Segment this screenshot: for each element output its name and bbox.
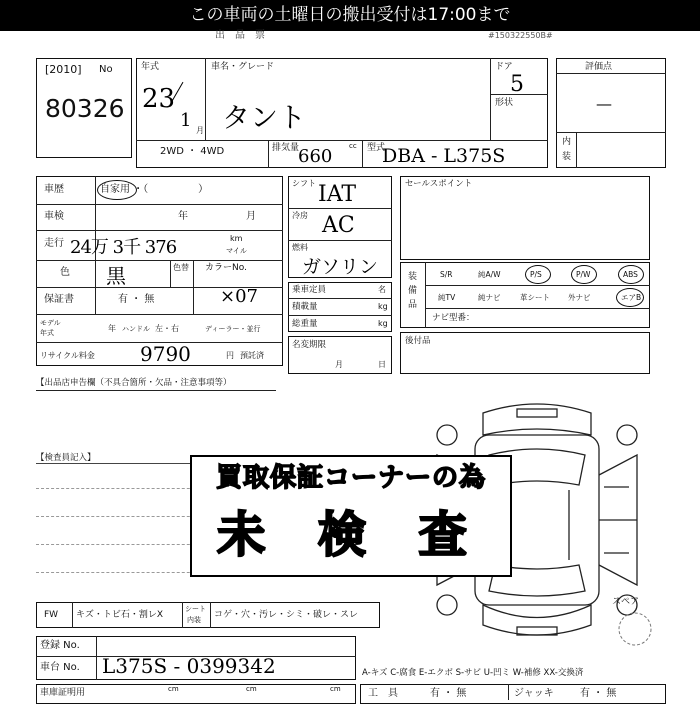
equip-ps-circle bbox=[525, 265, 551, 284]
grade-label: 評価点 bbox=[585, 62, 613, 72]
capacity-label-0: 乗車定員 bbox=[292, 285, 327, 295]
car-name-label: 車名・グレード bbox=[211, 62, 275, 72]
registration-label: 登録 No. bbox=[40, 640, 80, 651]
capacity-label-1: 積載量 bbox=[292, 302, 318, 312]
banner-text: この車両の土曜日の搬出受付は17:00まで bbox=[189, 5, 511, 25]
change-deadline-month: 月 bbox=[335, 360, 343, 369]
lot-year: [2010] bbox=[45, 63, 82, 76]
form-title: 出 品 票 bbox=[215, 30, 265, 41]
capacity-label-2: 総重量 bbox=[292, 319, 318, 329]
capacity-unit-2: kg bbox=[378, 319, 388, 328]
inspector-label: 【検査員記入】 bbox=[36, 453, 96, 463]
interior-label-1: 内 bbox=[562, 137, 572, 147]
top-banner bbox=[0, 0, 700, 31]
equip-airbag-circle bbox=[616, 288, 644, 307]
equipment-label: 装備品 bbox=[408, 272, 418, 310]
equip-sr: S/R bbox=[440, 270, 453, 279]
chassis-label: 車台 No. bbox=[40, 662, 80, 673]
aftermarket-label: 後付品 bbox=[405, 336, 431, 346]
inspection-year-unit: 年 bbox=[178, 211, 188, 222]
aftermarket-box bbox=[400, 332, 650, 374]
notice-label: 【出品店申告欄（不具合箇所・欠品・注意事項等） bbox=[36, 378, 232, 388]
fuel-value: ガソリン bbox=[302, 256, 379, 278]
recycle-unit: 円 bbox=[226, 351, 234, 360]
certificate-cm-3: cm bbox=[330, 685, 341, 693]
navi-model-label: ナビ型番： bbox=[432, 313, 475, 323]
tools-label: 工 具 bbox=[368, 688, 398, 699]
stamp-line-2: 未 検 査 bbox=[217, 507, 485, 563]
model-info-label-2: 年式 bbox=[40, 329, 54, 337]
seat-label-1: シート bbox=[185, 605, 206, 613]
tools-box bbox=[360, 684, 666, 704]
equip-ext-navi: 外ナビ bbox=[568, 293, 591, 302]
handle-label: ハンドル bbox=[122, 325, 150, 333]
certificate-label: 車庫証明用 bbox=[40, 688, 86, 698]
mileage-unit-km: km bbox=[230, 234, 243, 243]
tools-options: 有 ・ 無 bbox=[430, 688, 467, 699]
sales-point-label: セールスポイント bbox=[405, 179, 473, 189]
model-year-month-unit: 月 bbox=[196, 126, 204, 135]
dealer-label: ディーラー・並行 bbox=[205, 325, 261, 333]
change-deadline-label: 名変期限 bbox=[292, 340, 327, 350]
grade-value: — bbox=[596, 94, 612, 113]
history-circle bbox=[97, 180, 137, 200]
car-name-value: タント bbox=[222, 101, 307, 134]
lot-number: 80326 bbox=[45, 94, 125, 123]
seat-label-2: 内装 bbox=[187, 616, 201, 624]
spare-label: スペア bbox=[612, 597, 640, 607]
model-year-label: 年式 bbox=[141, 62, 160, 72]
equip-pw: P/W bbox=[576, 270, 591, 279]
displacement-label: 排気量 bbox=[272, 143, 300, 153]
equip-airbag: エアB bbox=[621, 293, 642, 302]
color-no-label: カラーNo. bbox=[205, 263, 247, 273]
shift-label: シフト bbox=[292, 179, 316, 188]
lot-no-label: No bbox=[99, 64, 113, 75]
inspection-month-unit: 月 bbox=[246, 211, 256, 222]
history-value: 自家用 ・（ ） bbox=[100, 184, 209, 195]
inspection-label: 車検 bbox=[44, 211, 64, 222]
model-info-label-1: モデル bbox=[40, 319, 61, 327]
model-type-value: DBA - L375S bbox=[382, 145, 506, 167]
form-code: #150322550B# bbox=[488, 31, 553, 40]
warranty-options: 有 ・ 無 bbox=[118, 294, 155, 305]
mileage-value: 24万 3千 376 bbox=[70, 237, 177, 258]
warranty-label: 保証書 bbox=[44, 294, 74, 305]
model-year-month: 1 bbox=[180, 110, 192, 131]
grade-box bbox=[556, 58, 666, 168]
doors-value: 5 bbox=[510, 72, 524, 97]
model-year-value: 23 bbox=[142, 84, 176, 114]
handle-options: 左・右 bbox=[155, 324, 179, 333]
no-inspection-stamp bbox=[190, 455, 512, 577]
drive-label: 2WD ・ 4WD bbox=[160, 146, 225, 157]
certificate-cm-2: cm bbox=[246, 685, 257, 693]
color-change-label: 色替 bbox=[173, 263, 189, 272]
shift-value: IAT bbox=[318, 182, 357, 207]
chassis-value: L375S - 0399342 bbox=[102, 654, 276, 678]
recycle-deposit: 預託済 bbox=[240, 351, 264, 360]
spare-tire-icon bbox=[612, 610, 658, 648]
equip-pw-circle bbox=[571, 265, 597, 284]
model-type-label: 型式 bbox=[367, 143, 386, 153]
ac-value: AC bbox=[322, 213, 355, 238]
recycle-value: 9790 bbox=[140, 342, 191, 366]
certificate-cm-1: cm bbox=[168, 685, 179, 693]
change-deadline-day: 日 bbox=[378, 360, 386, 369]
model-info-year-unit: 年 bbox=[108, 324, 116, 333]
equip-tv: 純TV bbox=[438, 293, 456, 302]
jack-options: 有 ・ 無 bbox=[580, 688, 617, 699]
history-label: 車歴 bbox=[44, 184, 64, 195]
equip-abs: ABS bbox=[623, 270, 638, 279]
displacement-value: 660 bbox=[298, 146, 333, 167]
fw-label: FW bbox=[44, 610, 59, 620]
fw-desc: キズ・トビ石・割レX bbox=[76, 610, 163, 620]
displacement-unit: cc bbox=[349, 142, 357, 150]
ac-label: 冷房 bbox=[292, 211, 308, 220]
shape-label: 形状 bbox=[495, 98, 514, 108]
mileage-label: 走行 bbox=[44, 238, 64, 249]
equip-leather: 革シート bbox=[520, 293, 550, 302]
fuel-label: 燃料 bbox=[292, 243, 308, 252]
damage-legend: A-キズ C-腐食 E-エクボ S-サビ U-凹ミ W-補修 XX-交換済 bbox=[362, 668, 584, 678]
color-label: 色 bbox=[60, 267, 70, 278]
lot-box bbox=[36, 58, 132, 158]
warranty-note: ×07 bbox=[220, 286, 258, 307]
stamp-line-1: 買取保証コーナーの為 bbox=[215, 463, 486, 493]
doors-label: ドア bbox=[495, 62, 513, 72]
color-value: 黒 bbox=[106, 264, 126, 288]
equip-aw: 純A/W bbox=[478, 270, 501, 279]
equip-abs-circle bbox=[618, 265, 644, 284]
equip-navi: 純ナビ bbox=[478, 293, 501, 302]
recycle-label: リサイクル料金 bbox=[40, 351, 95, 360]
equip-ps: P/S bbox=[530, 270, 542, 279]
jack-label: ジャッキ bbox=[514, 688, 554, 699]
mileage-unit-mile: マイル bbox=[226, 247, 247, 255]
seat-desc: コゲ・穴・汚レ・シミ・破レ・スレ bbox=[214, 610, 359, 620]
capacity-unit-1: kg bbox=[378, 302, 388, 311]
capacity-unit-0: 名 bbox=[378, 285, 386, 294]
interior-label-2: 装 bbox=[562, 152, 572, 162]
